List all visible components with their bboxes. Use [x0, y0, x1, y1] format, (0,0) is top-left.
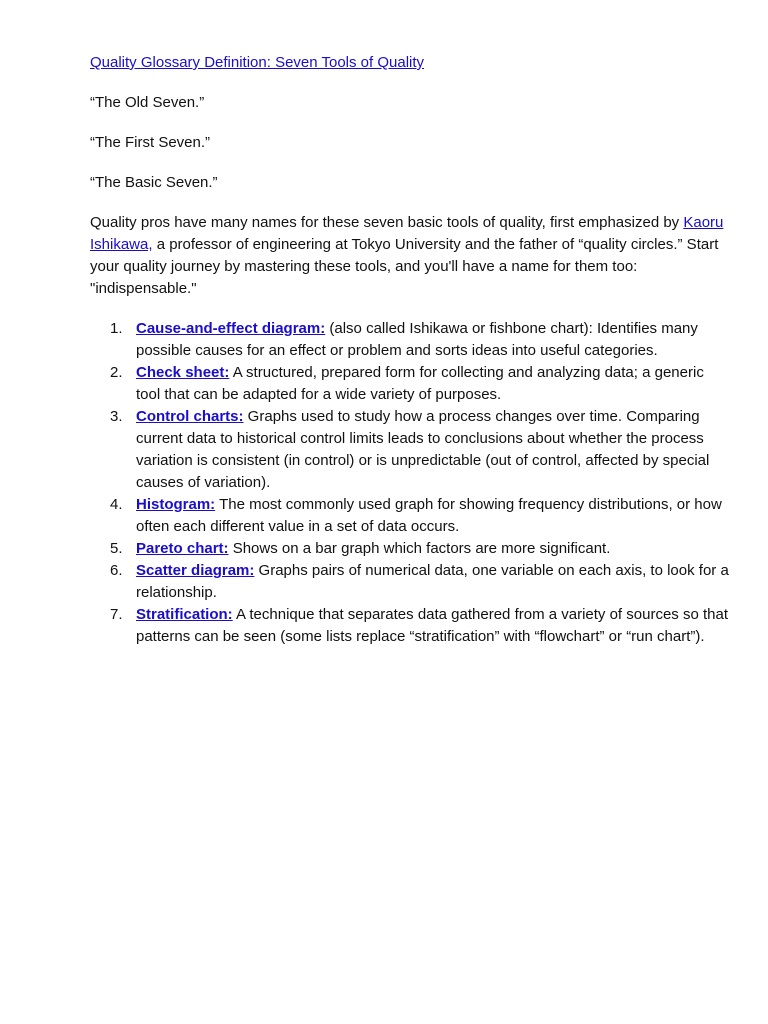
tool-description: Graphs pairs of numerical data, one variable on each axis, to look for a relationship.	[136, 562, 729, 601]
list-number: 1.	[110, 320, 123, 337]
stratification-link[interactable]: Stratification:	[136, 606, 233, 623]
cause-and-effect-diagram-link[interactable]: Cause-and-effect diagram:	[136, 320, 326, 337]
alias-old-seven: “The Old Seven.”	[90, 94, 205, 111]
list-number: 4.	[110, 496, 123, 513]
tool-description: (also called Ishikawa or fishbone chart): Identifies many possible causes for an effect or problem and sorts ideas into useful categories.	[136, 320, 698, 359]
tool-description: Shows on a bar graph which factors are more significant.	[228, 540, 611, 557]
list-item	[90, 406, 730, 494]
list-number: 6.	[110, 562, 123, 579]
list-item	[90, 560, 730, 604]
intro-text-after: a professor of engineering at Tokyo University and the father of “quality circles.” Start your quality journey by mastering these tools, and you'll have a name for them too: "indispensable."	[90, 236, 719, 297]
control-charts-link[interactable]: Control charts:	[136, 408, 244, 425]
tool-description: A technique that separates data gathered from a variety of sources so that patterns can be seen (some lists replace “stratification” with “flowchart” or “run chart”).	[136, 606, 728, 645]
glossary-title-link[interactable]: Quality Glossary Definition: Seven Tools of Quality	[90, 54, 425, 71]
intro-paragraph	[90, 212, 730, 300]
tool-description: Graphs used to study how a process changes over time. Comparing current data to historical control limits leads to conclusions about whether the process variation is consistent (in control) or is unpredictable (out of control, affected by special causes of variation).	[136, 408, 710, 491]
tool-description: A structured, prepared form for collecting and analyzing data; a generic tool that can be adapted for a wide variety of purposes.	[136, 364, 704, 403]
document-page	[90, 52, 730, 648]
list-item	[90, 604, 730, 648]
list-item	[90, 362, 730, 406]
tool-description: The most commonly used graph for showing frequency distributions, or how often each different value in a set of data occurs.	[136, 496, 722, 535]
pareto-chart-link[interactable]: Pareto chart:	[136, 540, 229, 557]
title-paragraph	[90, 52, 730, 74]
seven-tools-list	[90, 318, 730, 648]
list-number: 7.	[110, 606, 123, 623]
list-number: 5.	[110, 540, 123, 557]
intro-text-before: Quality pros have many names for these seven basic tools of quality, first emphasized by	[90, 214, 684, 231]
scatter-diagram-link[interactable]: Scatter diagram:	[136, 562, 255, 579]
list-item	[90, 538, 730, 560]
list-item	[90, 494, 730, 538]
list-number: 2.	[110, 364, 123, 381]
list-number: 3.	[110, 408, 123, 425]
list-item	[90, 318, 730, 362]
check-sheet-link[interactable]: Check sheet:	[136, 364, 230, 381]
histogram-link[interactable]: Histogram:	[136, 496, 216, 513]
kaoru-ishikawa-link[interactable]: Kaoru Ishikawa,	[90, 214, 724, 253]
alias-basic-seven: “The Basic Seven.”	[90, 174, 218, 191]
alias-first-seven: “The First Seven.”	[90, 134, 211, 151]
